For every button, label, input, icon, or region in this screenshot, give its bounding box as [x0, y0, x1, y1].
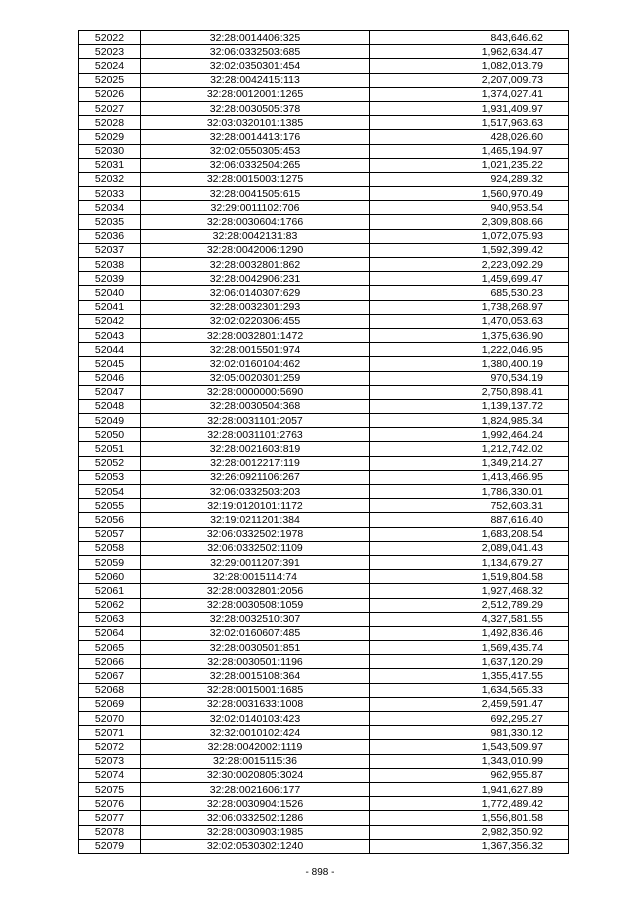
table-row — [79, 385, 569, 399]
table-row — [79, 286, 569, 300]
value-cell: 1,927,468.32 — [370, 584, 569, 598]
cadastral-number-cell: 32:28:0012001:1265 — [141, 87, 370, 101]
table-row — [79, 825, 569, 839]
row-id-cell: 52029 — [79, 130, 141, 144]
table-row — [79, 768, 569, 782]
row-id-cell: 52034 — [79, 201, 141, 215]
row-id-cell: 52050 — [79, 428, 141, 442]
cadastral-number-cell: 32:30:0020805:3024 — [141, 768, 370, 782]
value-cell: 1,082,013.79 — [370, 59, 569, 73]
cadastral-number-cell: 32:28:0021603:819 — [141, 442, 370, 456]
row-id-cell: 52070 — [79, 712, 141, 726]
table-row — [79, 116, 569, 130]
value-cell: 940,953.54 — [370, 201, 569, 215]
row-id-cell: 52079 — [79, 839, 141, 853]
row-id-cell: 52075 — [79, 782, 141, 796]
row-id-cell: 52055 — [79, 499, 141, 513]
value-cell: 1,470,053.63 — [370, 314, 569, 328]
table-row — [79, 45, 569, 59]
cadastral-number-cell: 32:19:0211201:384 — [141, 513, 370, 527]
cadastral-number-cell: 32:28:0012217:119 — [141, 456, 370, 470]
value-cell: 4,327,581.55 — [370, 612, 569, 626]
cadastral-number-cell: 32:28:0030904:1526 — [141, 797, 370, 811]
table-row — [79, 101, 569, 115]
value-cell: 1,519,804.58 — [370, 570, 569, 584]
row-id-cell: 52069 — [79, 697, 141, 711]
value-cell: 1,569,435.74 — [370, 641, 569, 655]
value-cell: 1,941,627.89 — [370, 782, 569, 796]
table-row — [79, 811, 569, 825]
row-id-cell: 52052 — [79, 456, 141, 470]
table-row — [79, 612, 569, 626]
cadastral-number-cell: 32:02:0160104:462 — [141, 357, 370, 371]
value-cell: 1,355,417.55 — [370, 669, 569, 683]
table-row — [79, 328, 569, 342]
row-id-cell: 52027 — [79, 101, 141, 115]
table-row — [79, 229, 569, 243]
cadastral-number-cell: 32:28:0032510:307 — [141, 612, 370, 626]
row-id-cell: 52030 — [79, 144, 141, 158]
cadastral-number-cell: 32:28:0032301:293 — [141, 300, 370, 314]
row-id-cell: 52036 — [79, 229, 141, 243]
row-id-cell: 52039 — [79, 272, 141, 286]
row-id-cell: 52022 — [79, 31, 141, 45]
row-id-cell: 52068 — [79, 683, 141, 697]
cadastral-number-cell: 32:06:0332504:265 — [141, 158, 370, 172]
table-row — [79, 570, 569, 584]
row-id-cell: 52028 — [79, 116, 141, 130]
table-row — [79, 73, 569, 87]
table-row — [79, 314, 569, 328]
cadastral-number-cell: 32:28:0032801:862 — [141, 258, 370, 272]
cadastral-number-cell: 32:26:0921106:267 — [141, 470, 370, 484]
table-row — [79, 172, 569, 186]
table-row — [79, 598, 569, 612]
cadastral-number-cell: 32:28:0021606:177 — [141, 782, 370, 796]
value-cell: 2,207,009.73 — [370, 73, 569, 87]
cadastral-number-cell: 32:06:0332503:203 — [141, 485, 370, 499]
table-row — [79, 754, 569, 768]
table-row — [79, 641, 569, 655]
value-cell: 924,289.32 — [370, 172, 569, 186]
table-row — [79, 258, 569, 272]
value-cell: 1,413,466.95 — [370, 470, 569, 484]
row-id-cell: 52051 — [79, 442, 141, 456]
cadastral-number-cell: 32:28:0031101:2763 — [141, 428, 370, 442]
value-cell: 1,637,120.29 — [370, 655, 569, 669]
table-row — [79, 712, 569, 726]
table-row — [79, 243, 569, 257]
table-row — [79, 357, 569, 371]
cadastral-number-cell: 32:28:0014413:176 — [141, 130, 370, 144]
row-id-cell: 52057 — [79, 527, 141, 541]
row-id-cell: 52066 — [79, 655, 141, 669]
value-cell: 2,089,041.43 — [370, 541, 569, 555]
cadastral-number-cell: 32:02:0160607:485 — [141, 626, 370, 640]
row-id-cell: 52043 — [79, 328, 141, 342]
row-id-cell: 52058 — [79, 541, 141, 555]
data-table — [78, 30, 569, 854]
table-row — [79, 669, 569, 683]
value-cell: 428,026.60 — [370, 130, 569, 144]
table-row — [79, 683, 569, 697]
row-id-cell: 52037 — [79, 243, 141, 257]
cadastral-number-cell: 32:28:0030505:378 — [141, 101, 370, 115]
table-row — [79, 527, 569, 541]
cadastral-number-cell: 32:28:0015108:364 — [141, 669, 370, 683]
row-id-cell: 52033 — [79, 187, 141, 201]
cadastral-number-cell: 32:32:0010102:424 — [141, 726, 370, 740]
cadastral-number-cell: 32:06:0332503:685 — [141, 45, 370, 59]
row-id-cell: 52053 — [79, 470, 141, 484]
row-id-cell: 52044 — [79, 343, 141, 357]
row-id-cell: 52049 — [79, 414, 141, 428]
table-row — [79, 201, 569, 215]
value-cell: 1,459,699.47 — [370, 272, 569, 286]
cadastral-number-cell: 32:28:0015003:1275 — [141, 172, 370, 186]
value-cell: 2,223,092.29 — [370, 258, 569, 272]
table-row — [79, 399, 569, 413]
value-cell: 2,982,350.92 — [370, 825, 569, 839]
table-row — [79, 31, 569, 45]
value-cell: 887,616.40 — [370, 513, 569, 527]
cadastral-number-cell: 32:06:0140307:629 — [141, 286, 370, 300]
cadastral-number-cell: 32:06:0332502:1978 — [141, 527, 370, 541]
table-row — [79, 697, 569, 711]
value-cell: 1,375,636.90 — [370, 328, 569, 342]
row-id-cell: 52046 — [79, 371, 141, 385]
row-id-cell: 52072 — [79, 740, 141, 754]
table-row — [79, 782, 569, 796]
value-cell: 1,374,027.41 — [370, 87, 569, 101]
row-id-cell: 52056 — [79, 513, 141, 527]
row-id-cell: 52078 — [79, 825, 141, 839]
value-cell: 685,530.23 — [370, 286, 569, 300]
row-id-cell: 52067 — [79, 669, 141, 683]
value-cell: 962,955.87 — [370, 768, 569, 782]
table-row — [79, 726, 569, 740]
value-cell: 2,309,808.66 — [370, 215, 569, 229]
value-cell: 2,459,591.47 — [370, 697, 569, 711]
value-cell: 1,738,268.97 — [370, 300, 569, 314]
table-row — [79, 541, 569, 555]
table-row — [79, 272, 569, 286]
cadastral-number-cell: 32:28:0042906:231 — [141, 272, 370, 286]
row-id-cell: 52026 — [79, 87, 141, 101]
value-cell: 1,349,214.27 — [370, 456, 569, 470]
row-id-cell: 52041 — [79, 300, 141, 314]
cadastral-number-cell: 32:02:0140103:423 — [141, 712, 370, 726]
value-cell: 843,646.62 — [370, 31, 569, 45]
cadastral-number-cell: 32:28:0030604:1766 — [141, 215, 370, 229]
table-row — [79, 555, 569, 569]
cadastral-number-cell: 32:28:0042415:113 — [141, 73, 370, 87]
row-id-cell: 52061 — [79, 584, 141, 598]
cadastral-number-cell: 32:28:0042002:1119 — [141, 740, 370, 754]
value-cell: 1,367,356.32 — [370, 839, 569, 853]
table-row — [79, 144, 569, 158]
value-cell: 1,786,330.01 — [370, 485, 569, 499]
value-cell: 1,222,046.95 — [370, 343, 569, 357]
cadastral-number-cell: 32:28:0000000:5690 — [141, 385, 370, 399]
row-id-cell: 52024 — [79, 59, 141, 73]
table-row — [79, 428, 569, 442]
value-cell: 2,750,898.41 — [370, 385, 569, 399]
table-row — [79, 87, 569, 101]
value-cell: 1,543,509.97 — [370, 740, 569, 754]
value-cell: 1,465,194.97 — [370, 144, 569, 158]
cadastral-number-cell: 32:28:0015115:36 — [141, 754, 370, 768]
cadastral-number-cell: 32:28:0032801:1472 — [141, 328, 370, 342]
row-id-cell: 52031 — [79, 158, 141, 172]
table-row — [79, 584, 569, 598]
row-id-cell: 52045 — [79, 357, 141, 371]
table-row — [79, 215, 569, 229]
table-row — [79, 626, 569, 640]
value-cell: 1,824,985.34 — [370, 414, 569, 428]
table-row — [79, 499, 569, 513]
table-row — [79, 130, 569, 144]
cadastral-number-cell: 32:02:0530302:1240 — [141, 839, 370, 853]
cadastral-number-cell: 32:28:0030504:368 — [141, 399, 370, 413]
value-cell: 1,992,464.24 — [370, 428, 569, 442]
value-cell: 692,295.27 — [370, 712, 569, 726]
cadastral-number-cell: 32:28:0031101:2057 — [141, 414, 370, 428]
value-cell: 1,139,137.72 — [370, 399, 569, 413]
cadastral-number-cell: 32:28:0015114:74 — [141, 570, 370, 584]
cadastral-number-cell: 32:28:0014406:325 — [141, 31, 370, 45]
value-cell: 1,634,565.33 — [370, 683, 569, 697]
value-cell: 1,072,075.93 — [370, 229, 569, 243]
row-id-cell: 52035 — [79, 215, 141, 229]
table-row — [79, 655, 569, 669]
row-id-cell: 52062 — [79, 598, 141, 612]
table-row — [79, 300, 569, 314]
value-cell: 1,517,963.63 — [370, 116, 569, 130]
value-cell: 2,512,789.29 — [370, 598, 569, 612]
cadastral-number-cell: 32:28:0032801:2056 — [141, 584, 370, 598]
table-row — [79, 456, 569, 470]
value-cell: 1,560,970.49 — [370, 187, 569, 201]
row-id-cell: 52074 — [79, 768, 141, 782]
cadastral-number-cell: 32:28:0031633:1008 — [141, 697, 370, 711]
page-number: - 898 - — [305, 867, 335, 878]
row-id-cell: 52059 — [79, 555, 141, 569]
row-id-cell: 52073 — [79, 754, 141, 768]
row-id-cell: 52042 — [79, 314, 141, 328]
cadastral-number-cell: 32:05:0020301:259 — [141, 371, 370, 385]
table-row — [79, 470, 569, 484]
cadastral-number-cell: 32:28:0042006:1290 — [141, 243, 370, 257]
cadastral-number-cell: 32:28:0030501:1196 — [141, 655, 370, 669]
value-cell: 1,021,235.22 — [370, 158, 569, 172]
row-id-cell: 52076 — [79, 797, 141, 811]
table-row — [79, 187, 569, 201]
table-body — [79, 31, 569, 854]
cadastral-number-cell: 32:02:0550305:453 — [141, 144, 370, 158]
value-cell: 1,931,409.97 — [370, 101, 569, 115]
table-row — [79, 839, 569, 853]
table-row — [79, 485, 569, 499]
row-id-cell: 52064 — [79, 626, 141, 640]
row-id-cell: 52047 — [79, 385, 141, 399]
row-id-cell: 52032 — [79, 172, 141, 186]
cadastral-number-cell: 32:06:0332502:1109 — [141, 541, 370, 555]
value-cell: 1,343,010.99 — [370, 754, 569, 768]
row-id-cell: 52048 — [79, 399, 141, 413]
table-row — [79, 371, 569, 385]
row-id-cell: 52040 — [79, 286, 141, 300]
row-id-cell: 52038 — [79, 258, 141, 272]
cadastral-number-cell: 32:29:0011207:391 — [141, 555, 370, 569]
value-cell: 970,534.19 — [370, 371, 569, 385]
table-row — [79, 414, 569, 428]
cadastral-number-cell: 32:28:0030501:851 — [141, 641, 370, 655]
table-row — [79, 343, 569, 357]
value-cell: 1,556,801.58 — [370, 811, 569, 825]
value-cell: 1,962,634.47 — [370, 45, 569, 59]
table-row — [79, 797, 569, 811]
value-cell: 1,683,208.54 — [370, 527, 569, 541]
cadastral-number-cell: 32:29:0011102:706 — [141, 201, 370, 215]
row-id-cell: 52065 — [79, 641, 141, 655]
row-id-cell: 52071 — [79, 726, 141, 740]
cadastral-number-cell: 32:03:0320101:1385 — [141, 116, 370, 130]
cadastral-number-cell: 32:28:0015501:974 — [141, 343, 370, 357]
row-id-cell: 52023 — [79, 45, 141, 59]
cadastral-number-cell: 32:28:0015001:1685 — [141, 683, 370, 697]
cadastral-number-cell: 32:02:0220306:455 — [141, 314, 370, 328]
table-row — [79, 513, 569, 527]
row-id-cell: 52063 — [79, 612, 141, 626]
value-cell: 1,212,742.02 — [370, 442, 569, 456]
value-cell: 1,592,399.42 — [370, 243, 569, 257]
value-cell: 1,380,400.19 — [370, 357, 569, 371]
cadastral-number-cell: 32:28:0041505:615 — [141, 187, 370, 201]
row-id-cell: 52054 — [79, 485, 141, 499]
table-row — [79, 59, 569, 73]
row-id-cell: 52077 — [79, 811, 141, 825]
cadastral-number-cell: 32:28:0042131:83 — [141, 229, 370, 243]
value-cell: 1,134,679.27 — [370, 555, 569, 569]
row-id-cell: 52025 — [79, 73, 141, 87]
table-row — [79, 442, 569, 456]
cadastral-number-cell: 32:06:0332502:1286 — [141, 811, 370, 825]
value-cell: 1,492,836.46 — [370, 626, 569, 640]
table-row — [79, 158, 569, 172]
row-id-cell: 52060 — [79, 570, 141, 584]
cadastral-number-cell: 32:28:0030903:1985 — [141, 825, 370, 839]
value-cell: 752,603.31 — [370, 499, 569, 513]
table-row — [79, 740, 569, 754]
cadastral-number-cell: 32:28:0030508:1059 — [141, 598, 370, 612]
cadastral-number-cell: 32:19:0120101:1172 — [141, 499, 370, 513]
value-cell: 981,330.12 — [370, 726, 569, 740]
value-cell: 1,772,489.42 — [370, 797, 569, 811]
cadastral-number-cell: 32:02:0350301:454 — [141, 59, 370, 73]
